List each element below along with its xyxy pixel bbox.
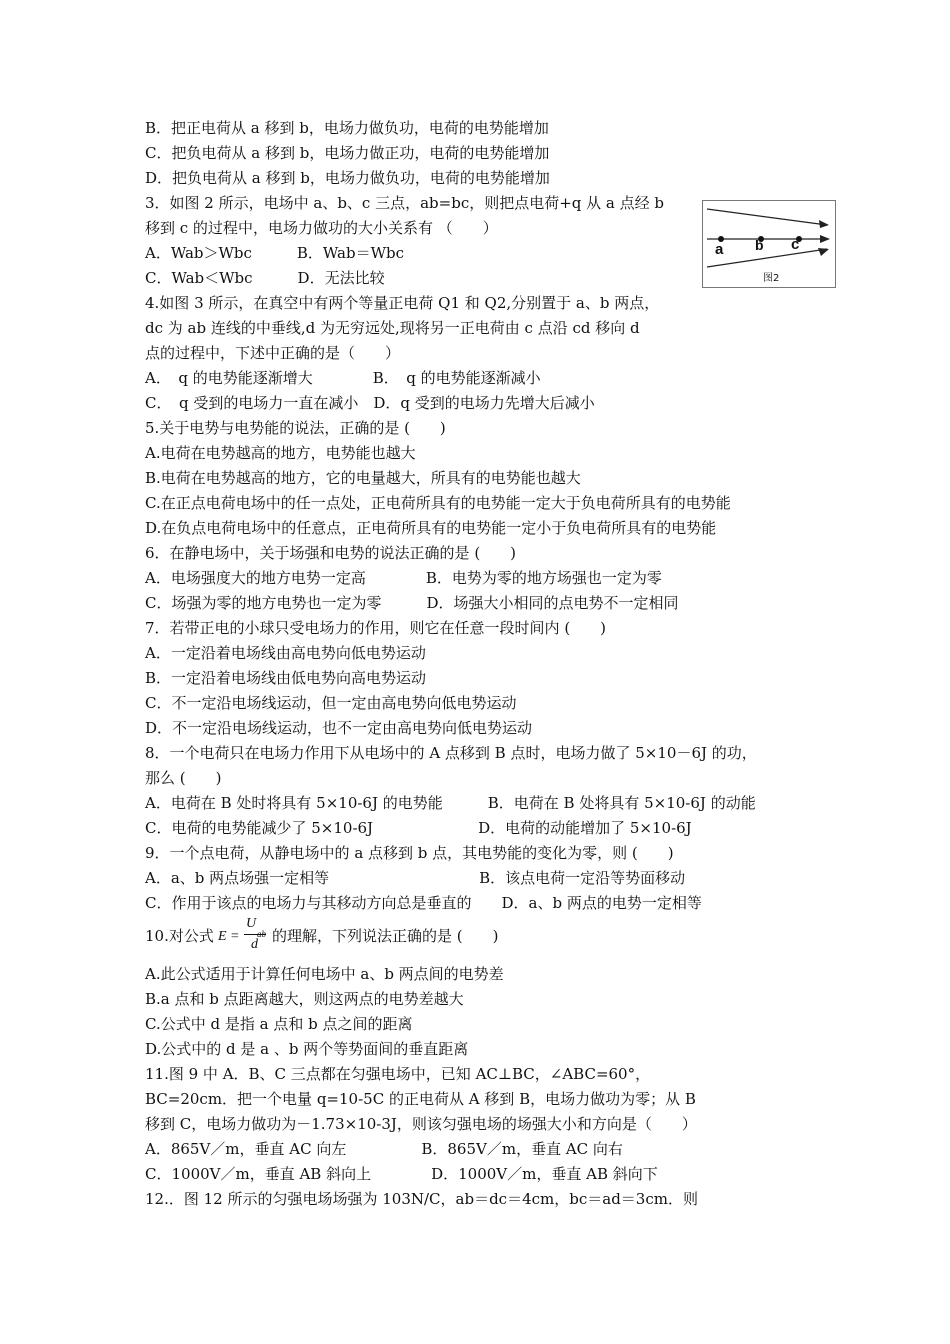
text-line: dc 为 ab 连线的中垂线,d 为无穷远处,现将另一正电荷由 c 点沿 cd 移向 d [145,319,640,337]
option-line: C．电荷的电势能减少了 5×10-6J D．电荷的动能增加了 5×10-6J [145,819,692,837]
text-line: D．把负电荷从 a 移到 b，电场力做负功，电荷的电势能增加 [145,169,550,187]
option-line: D．不一定沿电场线运动，也不一定由高电势向低电势运动 [145,719,533,737]
option-line: A.电荷在电势越高的地方，电势能也越大 [145,444,416,462]
option-line: A．a、b 两点场强一定相等 B．该点电荷一定沿等势面移动 [145,869,686,887]
question-10: 10.对公式 [145,927,214,945]
text-line: 移到 C，电场力做功为－1.73×10-3J，则该匀强电场的场强大小和方向是（ ） [145,1115,697,1133]
option-line: C．场强为零的地方电势也一定为零 D．场强大小相同的点电势不一定相同 [145,594,679,612]
formula-numerator: U [246,916,257,931]
option-line: C．不一定沿电场线运动，但一定由高电势向低电势运动 [145,694,517,712]
option-line: C． q 受到的电场力一直在减小 D．q 受到的电场力先增大后减小 [145,394,595,412]
option-line: A．电荷在 B 处时将具有 5×10-6J 的电势能 B．电荷在 B 处将具有 5×10-6J 的动能 [145,794,756,812]
option-line: A．一定沿着电场线由高电势向低电势运动 [145,644,426,662]
field-lines-diagram [703,201,835,287]
option-line: A.此公式适用于计算任何电场中 a、b 两点间的电势差 [145,965,504,983]
question-6: 6．在静电场中，关于场强和电势的说法正确的是 ( ) [145,544,517,562]
fraction-bar [244,934,266,935]
formula-denominator: d [251,937,258,952]
question-7: 7．若带正电的小球只受电场力的作用，则它在任意一段时间内 ( ) [145,619,607,637]
figure-caption: 图2 [763,273,780,284]
text-line: 移到 c 的过程中，电场力做功的大小关系有 （ ） [145,219,498,237]
question-10-text: 的理解，下列说法正确的是 ( ) [272,927,499,945]
question-5: 5.关于电势与电势能的说法，正确的是 ( ) [145,419,446,437]
point-c-label: c [791,236,800,253]
option-line: C．作用于该点的电场力与其移动方向总是垂直的 D．a、b 两点的电势一定相等 [145,894,702,912]
text-line: BC=20cm．把一个电量 q=10-5C 的正电荷从 A 移到 B，电场力做功为零；从 B [145,1090,696,1108]
option-line: C．Wab＜Wbc D．无法比较 [145,269,385,287]
option-line: A． q 的电势能逐渐增大 B． q 的电势能逐渐减小 [145,369,541,387]
question-4: 4.如图 3 所示，在真空中有两个等量正电荷 Q1 和 Q2,分别置于 a、b 两点， [145,294,660,312]
option-line: C.在正点电荷电场中的任一点处，正电荷所具有的电势能一定大于负电荷所具有的电势能 [145,494,731,512]
option-line: D.在负点电荷电场中的任意点，正电荷所具有的电势能一定小于负电荷所具有的电势能 [145,519,717,537]
point-a-label: a [715,241,724,258]
point-b-label: b [755,237,764,253]
question-8: 8．一个电荷只在电场力作用下从电场中的 A 点移到 B 点时，电场力做了 5×10－6J 的功， [145,744,757,762]
text-line: 点的过程中，下述中正确的是（ ） [145,344,401,362]
option-line: A．电场强度大的地方电势一定高 B．电势为零的地方场强也一定为零 [145,569,662,587]
text-line: C．把负电荷从 a 移到 b，电场力做正功，电荷的电势能增加 [145,144,550,162]
question-11: 11.图 9 中 A．B、C 三点都在匀强电场中，已知 AC⊥BC，∠ABC=60°， [145,1065,651,1083]
text-line: B．把正电荷从 a 移到 b，电场力做负功，电荷的电势能增加 [145,119,549,137]
question-9: 9．一个点电荷，从静电场中的 a 点移到 b 点，其电势能的变化为零，则 ( ) [145,844,674,862]
option-line: A．Wab＞Wbc B．Wab＝Wbc [145,244,405,262]
figure-2 [702,200,836,288]
text-line: 那么 ( ) [145,769,222,787]
option-line: C．1000V／m，垂直 AB 斜向上 D．1000V／m，垂直 AB 斜向下 [145,1165,658,1183]
option-line: A．865V／m，垂直 AC 向左 B．865V／m，垂直 AC 向右 [145,1140,623,1158]
option-line: B．一定沿着电场线由低电势向高电势运动 [145,669,427,687]
option-line: C.公式中 d 是指 a 点和 b 点之间的距离 [145,1015,413,1033]
option-line: B.a 点和 b 点距离越大，则这两点的电势差越大 [145,990,464,1008]
formula-lhs: E = [218,929,240,944]
question-12: 12.．图 12 所示的匀强电场场强为 103N/C，ab＝dc＝4cm，bc＝ad＝3cm．则 [145,1190,698,1208]
option-line: D.公式中的 d 是 a 、b 两个等势面间的垂直距离 [145,1040,469,1058]
option-line: B.电荷在电势越高的地方，它的电量越大，所具有的电势能也越大 [145,469,581,487]
formula-subscript: ab [257,929,266,939]
question-3: 3．如图 2 所示，电场中 a、b、c 三点，ab=bc，则把点电荷+q 从 a 点经 b [145,194,665,212]
